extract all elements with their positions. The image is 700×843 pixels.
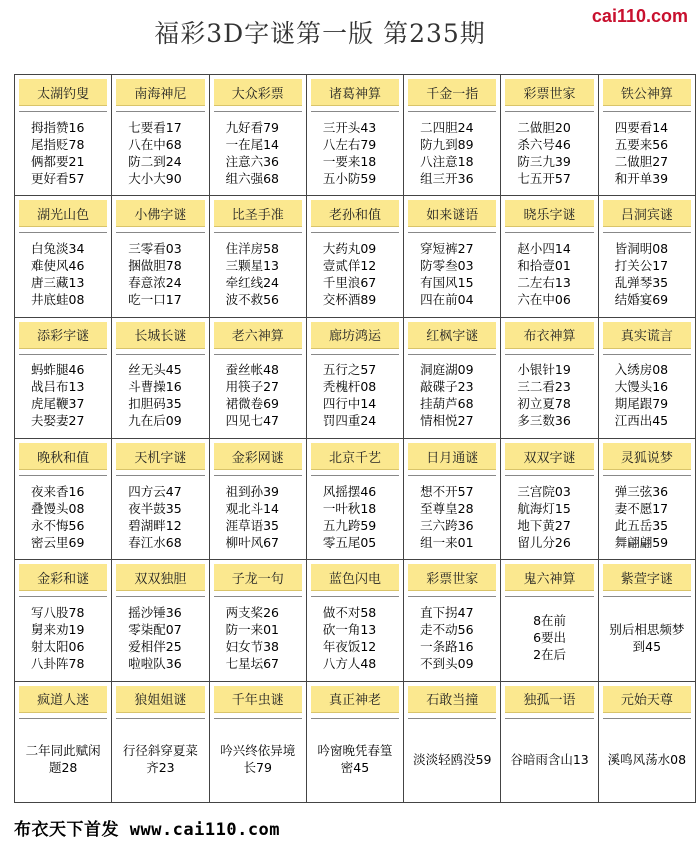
- cell-riddle-lines: [307, 476, 403, 559]
- cell-author: 晓乐字谜: [505, 200, 593, 227]
- riddle-line: 赵小四14: [517, 240, 571, 256]
- cell-riddle-lines: [112, 719, 208, 802]
- cell-riddle-lines: [210, 597, 306, 680]
- cell-riddle-lines: [404, 233, 500, 316]
- riddle-line: 入绣房08: [614, 362, 669, 378]
- riddle-line: 摇沙锤36: [128, 604, 182, 620]
- cell-author: 长城长谜: [116, 322, 204, 349]
- riddle-cell: [599, 75, 696, 196]
- riddle-cell: [599, 682, 696, 803]
- riddle-cell: [112, 560, 209, 681]
- riddle-line: 四在前04: [420, 291, 474, 307]
- riddle-line: 虎尾鞭37: [31, 396, 85, 412]
- riddle-line: 想不开57: [420, 483, 474, 499]
- riddle-line: 妻不愿17: [614, 500, 669, 516]
- riddle-line: 祖到孙39: [225, 483, 279, 499]
- cell-author: 铁公神算: [603, 79, 691, 106]
- riddle-line: 尾指贬78: [31, 136, 85, 152]
- riddle-cell: [112, 75, 209, 196]
- cell-riddle-lines: [112, 233, 208, 316]
- riddle-line: 春江水68: [128, 534, 182, 550]
- riddle-line: 斗曹操16: [128, 379, 182, 395]
- riddle-cell: [112, 318, 209, 439]
- riddle-cell: [404, 318, 501, 439]
- riddle-grid: [14, 74, 696, 803]
- riddle-line: 四行中14: [322, 396, 377, 412]
- riddle-cell: [112, 196, 209, 317]
- riddle-line: 井底蛙08: [31, 291, 85, 307]
- riddle-line: 小银针19: [517, 362, 571, 378]
- riddle-line: 防九到89: [420, 136, 474, 152]
- cell-author: 北京千艺: [311, 443, 399, 470]
- riddle-line: 三二看23: [517, 379, 571, 395]
- riddle-line: 一要来18: [322, 153, 377, 169]
- riddle-line: 谷暗雨含山13: [510, 751, 589, 767]
- riddle-line: 俩都要21: [31, 153, 85, 169]
- riddle-line: 八注意18: [420, 153, 474, 169]
- riddle-line: 吟兴终依异境: [220, 743, 296, 759]
- riddle-line: 拇指赞16: [31, 119, 85, 135]
- riddle-line: 打关公17: [614, 257, 669, 273]
- riddle-line: 三六跨36: [420, 517, 474, 533]
- cell-riddle-lines: [210, 476, 306, 559]
- cell-author: 南海神尼: [116, 79, 204, 106]
- riddle-line: 洞庭湖09: [420, 362, 474, 378]
- riddle-line: 九在后09: [128, 413, 182, 429]
- riddle-line: 二做胆27: [614, 153, 669, 169]
- riddle-cell: [501, 682, 598, 803]
- cell-author: 疯道人迷: [19, 686, 107, 713]
- cell-riddle-lines: [599, 476, 695, 559]
- riddle-cell: [404, 196, 501, 317]
- riddle-cell: [599, 439, 696, 560]
- riddle-line: 风摇摆46: [322, 483, 377, 499]
- riddle-line: 有国风15: [420, 274, 474, 290]
- riddle-line: 挂葫芦68: [420, 396, 474, 412]
- riddle-line: 白兔淡34: [31, 240, 85, 256]
- riddle-line: 四要看14: [614, 119, 669, 135]
- cell-riddle-lines: [15, 355, 111, 438]
- riddle-line: 八卦阵78: [31, 655, 85, 671]
- riddle-cell: [307, 196, 404, 317]
- riddle-line: 二做胆20: [517, 119, 571, 135]
- riddle-cell: [112, 682, 209, 803]
- riddle-cell: [15, 439, 112, 560]
- riddle-line: 波不救56: [225, 291, 279, 307]
- riddle-line: 至尊皇28: [420, 500, 474, 516]
- riddle-line: 九好看79: [225, 119, 279, 135]
- riddle-line: 皆洞明08: [614, 240, 669, 256]
- riddle-line: 三宫院03: [517, 483, 571, 499]
- riddle-cell: [501, 318, 598, 439]
- riddle-line: 夜来香16: [31, 483, 85, 499]
- riddle-line: 七星坛67: [225, 655, 279, 671]
- cell-author: 日月通谜: [408, 443, 496, 470]
- cell-author: 老孙和值: [311, 200, 399, 227]
- riddle-line: 壹贰佯12: [322, 257, 377, 273]
- cell-author: 金彩网谜: [214, 443, 302, 470]
- riddle-cell: [404, 682, 501, 803]
- riddle-cell: [15, 318, 112, 439]
- riddle-cell: [307, 75, 404, 196]
- cell-author: 天机字谜: [116, 443, 204, 470]
- riddle-line: 大馒头16: [614, 379, 669, 395]
- riddle-cell: [404, 439, 501, 560]
- riddle-cell: [210, 75, 307, 196]
- cell-author: 真实谎言: [603, 322, 691, 349]
- riddle-cell: [210, 560, 307, 681]
- riddle-cell: [501, 196, 598, 317]
- cell-riddle-lines: [112, 355, 208, 438]
- cell-riddle-lines: [501, 476, 597, 559]
- cell-riddle-lines: [501, 233, 597, 316]
- riddle-line: 七要看17: [128, 119, 182, 135]
- riddle-line: 唐三藏13: [31, 274, 85, 290]
- riddle-line: 五行之57: [322, 362, 377, 378]
- page-title: 福彩3D字谜第一版 第235期: [154, 19, 486, 48]
- riddle-line: 江西出45: [614, 413, 669, 429]
- riddle-line: 情相悦27: [420, 413, 474, 429]
- riddle-line: 五九跨59: [322, 517, 377, 533]
- riddle-line: 零柒配07: [128, 621, 182, 637]
- cell-riddle-lines: [307, 112, 403, 195]
- riddle-line: 溪鸣风荡水08: [607, 751, 687, 767]
- cell-riddle-lines: [307, 233, 403, 316]
- cell-riddle-lines: [307, 597, 403, 680]
- riddle-cell: [210, 196, 307, 317]
- riddle-cell: [210, 682, 307, 803]
- riddle-line: 防一来01: [225, 621, 279, 637]
- riddle-cell: [307, 318, 404, 439]
- riddle-line: 三开头43: [322, 119, 377, 135]
- riddle-cell: [15, 682, 112, 803]
- riddle-line: 题28: [48, 760, 78, 776]
- riddle-cell: [112, 439, 209, 560]
- cell-riddle-lines: [210, 719, 306, 802]
- cell-riddle-lines: [15, 597, 111, 680]
- riddle-cell: [210, 318, 307, 439]
- riddle-line: 敲碟子23: [420, 379, 474, 395]
- riddle-line: 五小防59: [322, 170, 377, 186]
- cell-riddle-lines: [501, 719, 597, 802]
- cell-riddle-lines: [404, 476, 500, 559]
- riddle-line: 蚂蚱腿46: [31, 362, 85, 378]
- riddle-line: 住洋房58: [225, 240, 279, 256]
- riddle-line: 结婚宴69: [614, 291, 669, 307]
- riddle-line: 别后相思频梦: [609, 621, 685, 637]
- riddle-line: 期尾跟79: [614, 396, 669, 412]
- riddle-line: 三零看03: [128, 240, 182, 256]
- cell-author: 元始天尊: [603, 686, 691, 713]
- riddle-line: 留儿分26: [517, 534, 571, 550]
- cell-author: 千年虫谜: [214, 686, 302, 713]
- cell-author: 老六神算: [214, 322, 302, 349]
- cell-author: 独孤一语: [505, 686, 593, 713]
- cell-riddle-lines: [15, 112, 111, 195]
- riddle-cell: [307, 682, 404, 803]
- riddle-line: 年夜饭12: [322, 638, 377, 654]
- riddle-line: 秃槐杆08: [322, 379, 377, 395]
- riddle-line: 做不对58: [322, 604, 377, 620]
- riddle-line: 组三开36: [420, 170, 474, 186]
- cell-riddle-lines: [210, 233, 306, 316]
- riddle-line: 夫娶妻27: [31, 413, 85, 429]
- cell-riddle-lines: [15, 233, 111, 316]
- riddle-cell: [501, 439, 598, 560]
- riddle-line: 6要出: [533, 630, 567, 646]
- riddle-line: 和拾壹01: [517, 257, 571, 273]
- riddle-line: 二左右13: [517, 274, 571, 290]
- riddle-cell: [501, 75, 598, 196]
- cell-author: 千金一指: [408, 79, 496, 106]
- riddle-line: 牵红线24: [225, 274, 279, 290]
- cell-riddle-lines: [112, 597, 208, 680]
- cell-author: 廊坊鸿运: [311, 322, 399, 349]
- riddle-line: 防二到24: [128, 153, 182, 169]
- riddle-line: 乱弹琴35: [614, 274, 669, 290]
- riddle-line: 八在中68: [128, 136, 182, 152]
- riddle-cell: [307, 560, 404, 681]
- riddle-line: 四见七47: [225, 413, 279, 429]
- riddle-cell: [404, 560, 501, 681]
- riddle-line: 直下拐47: [420, 604, 474, 620]
- riddle-line: 航海灯15: [517, 500, 571, 516]
- riddle-cell: [210, 439, 307, 560]
- riddle-line: 叠馒头08: [31, 500, 85, 516]
- cell-riddle-lines: [404, 719, 500, 802]
- site-logo[interactable]: cai110.com: [591, 6, 688, 26]
- riddle-line: 组六强68: [225, 170, 279, 186]
- riddle-line: 一条路16: [420, 638, 474, 654]
- riddle-line: 多三数36: [517, 413, 571, 429]
- cell-riddle-lines: [404, 355, 500, 438]
- riddle-line: 齐23: [146, 760, 175, 776]
- riddle-line: 一在尾14: [225, 136, 279, 152]
- cell-author: 湖光山色: [19, 200, 107, 227]
- cell-author: 彩票世家: [505, 79, 593, 106]
- cell-author: 添彩字谜: [19, 322, 107, 349]
- cell-riddle-lines: [307, 355, 403, 438]
- riddle-line: 五要来56: [614, 136, 669, 152]
- cell-riddle-lines: [599, 112, 695, 195]
- riddle-line: 不到头09: [420, 655, 474, 671]
- cell-author: 大众彩票: [214, 79, 302, 106]
- riddle-line: 爱相伴25: [128, 638, 182, 654]
- riddle-line: 春意浓24: [128, 274, 182, 290]
- cell-riddle-lines: [210, 355, 306, 438]
- cell-riddle-lines: [501, 355, 597, 438]
- riddle-line: 8在前: [533, 613, 567, 629]
- riddle-line: 零五尾05: [322, 534, 377, 550]
- riddle-line: 观北斗14: [225, 500, 279, 516]
- riddle-cell: [501, 560, 598, 681]
- riddle-line: 两支桨26: [225, 604, 279, 620]
- riddle-cell: [599, 560, 696, 681]
- cell-riddle-lines: [599, 355, 695, 438]
- cell-author: 真正神老: [311, 686, 399, 713]
- riddle-line: 和开单39: [614, 170, 669, 186]
- cell-riddle-lines: [112, 112, 208, 195]
- riddle-line: 裙微卷69: [225, 396, 279, 412]
- cell-riddle-lines: [15, 476, 111, 559]
- riddle-cell: [307, 439, 404, 560]
- cell-author: 如来谜语: [408, 200, 496, 227]
- riddle-line: 初立夏78: [517, 396, 571, 412]
- riddle-line: 七五开57: [517, 170, 571, 186]
- cell-author: 双双字谜: [505, 443, 593, 470]
- riddle-line: 杀六号46: [517, 136, 571, 152]
- cell-author: 晚秋和值: [19, 443, 107, 470]
- riddle-line: 千里浪67: [322, 274, 377, 290]
- cell-riddle-lines: [599, 597, 695, 680]
- cell-riddle-lines: [210, 112, 306, 195]
- riddle-line: 吟窗晚凭春篁: [317, 743, 393, 759]
- riddle-cell: [404, 75, 501, 196]
- footer-text: 布衣天下首发 www.cai110.com: [14, 820, 281, 840]
- riddle-line: 八方人48: [322, 655, 377, 671]
- riddle-line: 交杯酒89: [322, 291, 377, 307]
- riddle-line: 妇女节38: [225, 638, 279, 654]
- cell-riddle-lines: [599, 233, 695, 316]
- cell-author: 双双独胆: [116, 564, 204, 591]
- riddle-line: 八左右79: [322, 136, 377, 152]
- riddle-line: 长79: [243, 760, 272, 776]
- cell-author: 彩票世家: [408, 564, 496, 591]
- riddle-line: 啦啦队36: [128, 655, 182, 671]
- riddle-line: 密云里69: [31, 534, 85, 550]
- riddle-line: 扣胆码35: [128, 396, 182, 412]
- riddle-line: 舅来劝19: [31, 621, 85, 637]
- cell-author: 比圣手准: [214, 200, 302, 227]
- cell-riddle-lines: [404, 597, 500, 680]
- riddle-line: 行径斜穿夏菜: [122, 743, 198, 759]
- riddle-line: 一叶秋18: [322, 500, 377, 516]
- riddle-line: 2在后: [533, 647, 567, 663]
- cell-riddle-lines: [15, 719, 111, 802]
- riddle-cell: [15, 560, 112, 681]
- riddle-line: 三颗星13: [225, 257, 279, 273]
- riddle-line: 写八股78: [31, 604, 85, 620]
- cell-author: 小佛字谜: [116, 200, 204, 227]
- cell-author: 诸葛神算: [311, 79, 399, 106]
- riddle-line: 防三九39: [517, 153, 571, 169]
- cell-author: 狼姐姐谜: [116, 686, 204, 713]
- riddle-line: 地下黄27: [517, 517, 571, 533]
- cell-author: 太湖钓叟: [19, 79, 107, 106]
- riddle-line: 永不悔56: [31, 517, 85, 533]
- riddle-line: 吃一口17: [128, 291, 182, 307]
- cell-author: 金彩和谜: [19, 564, 107, 591]
- riddle-line: 穿短裤27: [420, 240, 474, 256]
- cell-author: 布衣神算: [505, 322, 593, 349]
- cell-riddle-lines: [501, 112, 597, 195]
- cell-riddle-lines: [112, 476, 208, 559]
- riddle-line: 二年同此赋闲: [25, 743, 101, 759]
- riddle-line: 捆做胆78: [128, 257, 182, 273]
- riddle-cell: [599, 196, 696, 317]
- riddle-line: 淡淡轻鸥没59: [413, 751, 492, 767]
- riddle-line: 用筷子27: [225, 379, 279, 395]
- riddle-line: 大小大90: [128, 170, 182, 186]
- riddle-line: 弹三弦36: [614, 483, 669, 499]
- riddle-line: 射太阳06: [31, 638, 85, 654]
- riddle-line: 柳叶风67: [225, 534, 279, 550]
- riddle-line: 到45: [632, 638, 662, 654]
- riddle-cell: [599, 318, 696, 439]
- riddle-line: 四方云47: [128, 483, 182, 499]
- riddle-line: 此五岳35: [614, 517, 669, 533]
- riddle-line: 丝无头45: [128, 362, 182, 378]
- riddle-line: 防零叁03: [420, 257, 474, 273]
- cell-author: 子龙一句: [214, 564, 302, 591]
- cell-author: 石敢当撞: [408, 686, 496, 713]
- riddle-line: 涯草语35: [225, 517, 279, 533]
- riddle-line: 罚四重24: [322, 413, 377, 429]
- cell-author: 鬼六神算: [505, 564, 593, 591]
- riddle-line: 蚕丝帐48: [225, 362, 279, 378]
- cell-author: 紫萱字谜: [603, 564, 691, 591]
- cell-riddle-lines: [599, 719, 695, 802]
- riddle-line: 战吕布13: [31, 379, 85, 395]
- cell-author: 灵狐说梦: [603, 443, 691, 470]
- cell-author: 蓝色闪电: [311, 564, 399, 591]
- cell-author: 吕洞宾谜: [603, 200, 691, 227]
- riddle-cell: [15, 75, 112, 196]
- riddle-line: 六在中06: [517, 291, 571, 307]
- cell-riddle-lines: [404, 112, 500, 195]
- riddle-line: 碧湖畔12: [128, 517, 182, 533]
- riddle-line: 走不动56: [420, 621, 474, 637]
- riddle-line: 组一来01: [420, 534, 474, 550]
- cell-author: 红枫字谜: [408, 322, 496, 349]
- riddle-line: 更好看57: [31, 170, 85, 186]
- riddle-line: 夜半鼓35: [128, 500, 182, 516]
- riddle-line: 密45: [340, 760, 370, 776]
- riddle-line: 舞翩翩59: [614, 534, 669, 550]
- cell-riddle-lines: [501, 597, 597, 680]
- riddle-line: 注意六36: [225, 153, 279, 169]
- riddle-line: 二四胆24: [420, 119, 474, 135]
- cell-riddle-lines: [307, 719, 403, 802]
- riddle-line: 砍一角13: [322, 621, 377, 637]
- riddle-line: 大药丸09: [322, 240, 377, 256]
- riddle-cell: [15, 196, 112, 317]
- riddle-line: 难使风46: [31, 257, 85, 273]
